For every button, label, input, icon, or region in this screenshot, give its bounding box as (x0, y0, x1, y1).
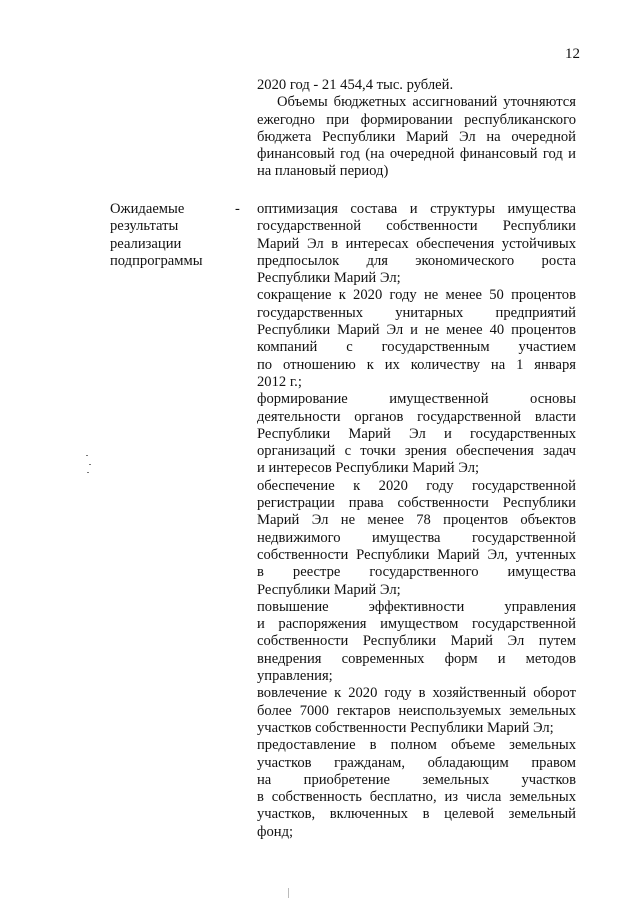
result-line: Марий Эл в интересах обеспечения устойчивых (257, 235, 576, 252)
result-line: в реестре государственного имущества (257, 564, 576, 581)
scan-margin-mark (288, 888, 289, 898)
result-line: Республики Марий Эл; (257, 270, 401, 287)
result-line: участков собственности Республики Марий Эл; (257, 719, 554, 736)
scan-specks (86, 455, 94, 475)
result-line: и интересов Республики Марий Эл; (257, 460, 480, 477)
result-line: государственных унитарных предприятий (257, 304, 576, 321)
label-dash: - (235, 201, 240, 217)
result-line: Республики Марий Эл; (257, 581, 401, 598)
result-line: предпосылок для экономического роста (257, 252, 576, 269)
result-line: повышение эффективности управления (257, 598, 576, 615)
result-line: Республики Марий Эл и государственных (257, 425, 576, 442)
result-item (257, 287, 576, 391)
result-line: более 7000 гектаров неиспользуемых земельных (257, 702, 576, 719)
label-line: Ожидаемые (110, 201, 185, 217)
expected-results-list (257, 201, 576, 841)
label-line: реализации (110, 235, 182, 252)
result-line: формирование имущественной основы (257, 391, 576, 408)
result-line: государственной собственности Республики (257, 218, 576, 235)
result-item (257, 685, 576, 737)
result-line: Марий Эл не менее 78 процентов объектов (257, 512, 576, 529)
result-line: вовлечение к 2020 году в хозяйственный оборот (257, 685, 576, 702)
funding-2020-line: 2020 год - 21 454,4 тыс. рублей. (257, 77, 454, 93)
result-line: 2012 г.; (257, 373, 302, 390)
result-line: компаний с государственным участием (257, 339, 576, 356)
funding-note: Объемы бюджетных ассигнований уточняются ежегодно при формировании республиканского бюджета Республики Марий Эл на очередной финансовый год (на очередной финансовый год и на плановый период) (257, 94, 576, 180)
result-line: участков, включенных в целевой земельный (257, 806, 576, 823)
result-line: регистрации права собственности Республики (257, 495, 576, 512)
result-line: обеспечение к 2020 году государственной (257, 477, 576, 494)
result-line: собственности Республики Марий Эл, учтенных (257, 546, 576, 563)
result-line: внедрения современных форм и методов (257, 650, 576, 667)
result-item (257, 737, 576, 841)
result-line: оптимизация состава и структуры имущества (257, 201, 576, 217)
result-item (257, 201, 576, 287)
result-item (257, 391, 576, 477)
result-line: предоставление в полном объеме земельных (257, 737, 576, 754)
result-line: по отношению к их количеству на 1 января (257, 356, 576, 373)
expected-results-label (110, 201, 230, 270)
result-line: сокращение к 2020 году не менее 50 процентов (257, 287, 576, 304)
result-line: управления; (257, 668, 333, 685)
funding-block (257, 77, 576, 181)
result-line: деятельности органов государственной власти (257, 408, 576, 425)
label-line: результаты (110, 218, 179, 235)
result-line: фонд; (257, 823, 294, 840)
result-item (257, 599, 576, 685)
result-line: на приобретение земельных участков (257, 771, 576, 788)
page-number: 12 (565, 46, 580, 62)
result-line: Республики Марий Эл и не менее 40 процентов (257, 322, 576, 339)
result-line: организаций с точки зрения обеспечения задач (257, 443, 576, 460)
result-line: участков гражданам, обладающим правом (257, 754, 576, 771)
result-line: недвижимого имущества государственной (257, 529, 576, 546)
result-line: и распоряжения имуществом государственной (257, 616, 576, 633)
result-item (257, 478, 576, 599)
result-line: собственности Республики Марий Эл путем (257, 633, 576, 650)
label-line: подпрограммы (110, 252, 203, 269)
result-line: в собственность бесплатно, из числа земельных (257, 789, 576, 806)
